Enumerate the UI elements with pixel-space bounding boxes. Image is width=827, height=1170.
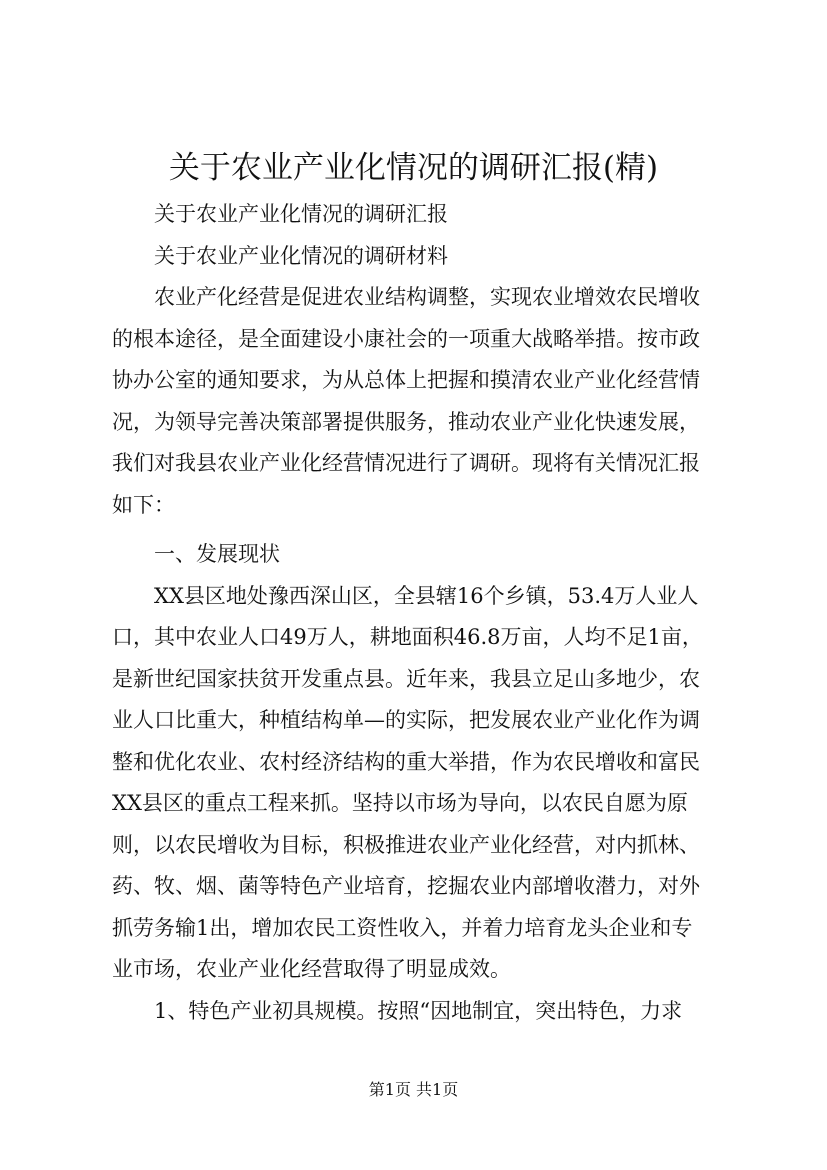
page-footer: 第1页 共1页 <box>368 1080 459 1099</box>
text-line: 药、牧、烟、菌等特色产业培育，挖掘农业内部增收潜力，对外 <box>112 874 700 898</box>
document-body <box>112 194 738 1032</box>
text-line: 农业产化经营是促进农业结构调整，实现农业增效农民增收 <box>154 285 700 309</box>
text-line: 况，为领导完善决策部署提供服务，推动农业产业化快速发展， <box>112 409 700 434</box>
text-line: 的根本途径，是全面建设小康社会的一项重大战略举措。按市政 <box>112 326 700 351</box>
text-line: 口，其中农业人口49万人，耕地面积46.8万亩，人均不足1亩， <box>112 625 703 649</box>
text-line: 关于农业产业化情况的调研汇报 <box>154 202 448 226</box>
text-line: 关于农业产业化情况的调研材料 <box>154 243 448 268</box>
text-line: 抓劳务输1出，增加农民工资性收入，并着力培育龙头企业和专 <box>112 915 693 940</box>
text-line: 则，以农民增收为目标，积极推进农业产业化经营，对内抓林、 <box>112 832 700 857</box>
document-title: 关于农业产业化情况的调研汇报(精) <box>168 150 659 186</box>
text-line: 如下： <box>112 492 175 517</box>
text-line: 整和优化农业、农村经济结构的重大举措，作为农民增收和富民 <box>112 749 700 774</box>
text-line: 业市场，农业产业化经营取得了明显成效。 <box>112 957 511 981</box>
text-line: 是新世纪国家扶贫开发重点县。近年来，我县立足山多地少，农 <box>112 666 700 691</box>
text-line: 协办公室的通知要求，为从总体上把握和摸清农业产业化经营情 <box>112 368 700 392</box>
text-line: XX县区地处豫西深山区，全县辖16个乡镇，53.4万人业人 <box>154 583 699 608</box>
text-line: 我们对我县农业产业化经营情况进行了调研。现将有关情况汇报 <box>112 451 700 475</box>
text-line: 业人口比重大，种植结构单—的实际，把发展农业产业化作为调 <box>112 708 700 732</box>
text-line: 1、特色产业初具规模。按照“因地制宜，突出特色，力求 <box>154 998 683 1023</box>
section-heading: 一、发展现状 <box>154 542 280 566</box>
text-line: XX县区的重点工程来抓。坚持以市场为导向，以农民自愿为原 <box>112 791 688 815</box>
